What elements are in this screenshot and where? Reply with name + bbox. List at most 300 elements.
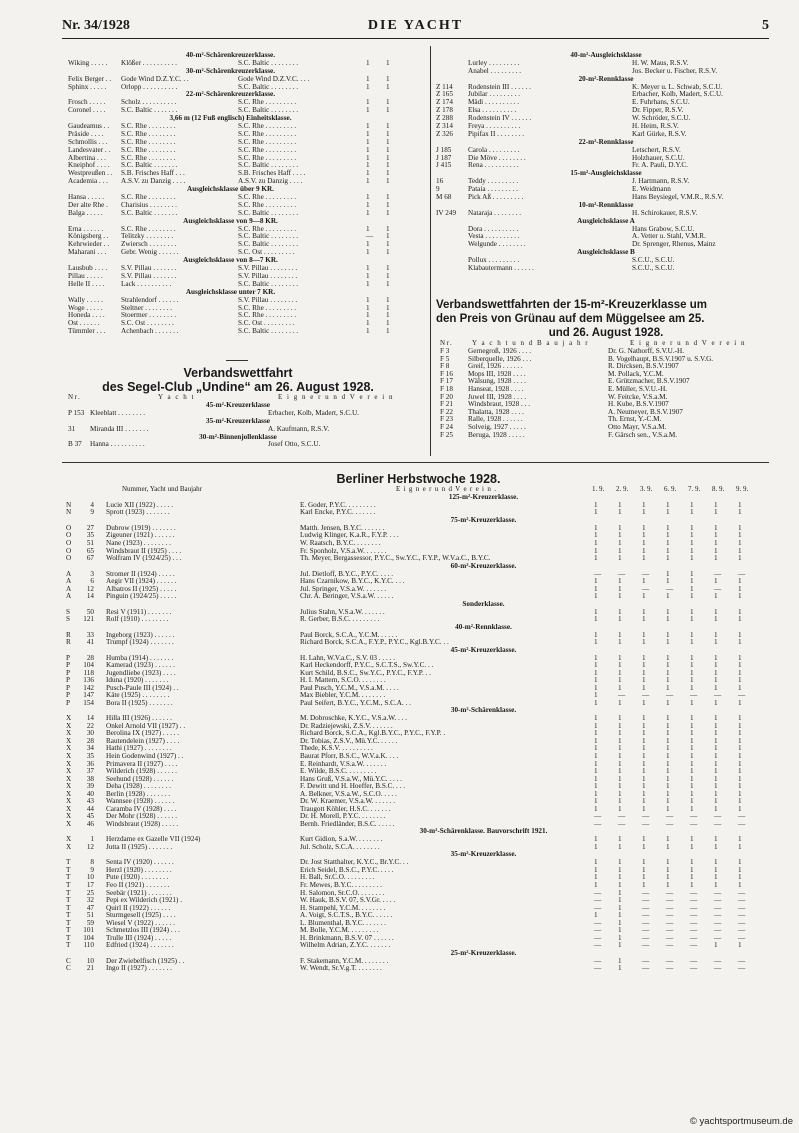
- sail-number: 28: [86, 653, 94, 662]
- result-1: 1: [366, 122, 370, 131]
- result-1: 1: [366, 137, 370, 146]
- yacht-name: Teddy . . . . . . . . .: [468, 177, 519, 186]
- race-result: 1: [738, 797, 742, 806]
- race-result: —: [642, 903, 650, 912]
- race-result: 1: [738, 941, 742, 950]
- result-row: [68, 328, 393, 336]
- sail-number: 121: [83, 615, 94, 624]
- owner-club: Erich Seidel, B.S.C., P.Y.C. . . . .: [300, 865, 394, 874]
- race-result: —: [738, 903, 746, 912]
- result-row: [68, 76, 393, 84]
- race-date: 3. 9.: [640, 485, 653, 493]
- watermark: © yachtsportmuseum.de: [689, 1116, 793, 1127]
- sail-number: F 20: [440, 392, 453, 401]
- owner: S.C. Rhe . . . . . . . .: [121, 153, 176, 162]
- entry-row: [66, 616, 771, 624]
- race-result: —: [690, 926, 698, 935]
- club: S.C. Rhe . . . . . . . . .: [238, 153, 297, 162]
- race-result: 1: [690, 804, 694, 813]
- result-row: [68, 178, 393, 186]
- owner: Charisius . . . . . . . .: [121, 200, 177, 209]
- yacht-name: Seehund (1928) . . . . . .: [106, 774, 174, 783]
- class-heading: 40-m²-Ausgleichsklasse: [570, 51, 642, 59]
- entry-row: [66, 844, 771, 852]
- col-nr: Nr.: [68, 393, 82, 401]
- undine-title-2: des Segel-Club „Undine“ am 26. August 1928.: [102, 380, 374, 394]
- page-number: 5: [762, 18, 769, 33]
- race-result: —: [642, 584, 650, 593]
- owner-club: H. Brinkmann, B.S.V. 07 . . . . . .: [300, 933, 394, 942]
- race-result: 1: [618, 592, 622, 601]
- race-result: 1: [666, 577, 670, 586]
- race-result: 1: [642, 714, 646, 723]
- race-result: 1: [618, 638, 622, 647]
- race-result: —: [714, 918, 722, 927]
- owner-club: Fr. Mewes, B.Y.C. . . . . . . . .: [300, 880, 382, 889]
- race-result: 1: [738, 668, 742, 677]
- race-result: —: [618, 691, 626, 700]
- race-result: 1: [642, 789, 646, 798]
- owner-club: Erbacher, Kolb, Madert, S.C.U.: [268, 408, 359, 417]
- owner-club: H. Schirokauer, R.S.V.: [632, 208, 698, 217]
- yacht-name: Thalatta, 1928 . . . .: [468, 407, 524, 416]
- yacht-name: Wolfram IV (1924/25) . . .: [106, 554, 182, 563]
- owner: S.C. Rhe . . . . . . . .: [121, 145, 176, 154]
- owner-club: E. Fuhrhans, S.C.U.: [632, 98, 690, 107]
- sail-number: 51: [86, 911, 94, 920]
- owner-club: W. Hauk, B.S.V. 07, S.V.Gr. . . . .: [300, 896, 396, 905]
- result-1: 1: [366, 193, 370, 202]
- race-result: 1: [666, 538, 670, 547]
- issue-number: Nr. 34/1928: [62, 18, 130, 33]
- race-result: 1: [618, 858, 622, 867]
- class-letter: S: [66, 607, 70, 616]
- class-letter: C: [66, 964, 71, 973]
- race-result: —: [714, 903, 722, 912]
- class-letter: X: [66, 819, 72, 828]
- sail-number: 12: [86, 842, 94, 851]
- yacht-name: Ost . . . . . .: [68, 319, 100, 328]
- owner: A.S.V. zu Danzig . . . .: [121, 177, 186, 186]
- race-result: 1: [618, 554, 622, 563]
- race-result: 1: [738, 584, 742, 593]
- result-1: 1: [366, 200, 370, 209]
- owner: Zwiersch . . . . . . . .: [121, 240, 177, 249]
- race-result: —: [738, 918, 746, 927]
- yacht-name: Resi V (1911) . . . . . . .: [106, 607, 172, 616]
- sail-number: 46: [86, 819, 94, 828]
- yacht-name: Quirl II (1922) . . . . . .: [106, 903, 171, 912]
- race-result: 1: [642, 804, 646, 813]
- result-row: [68, 210, 393, 218]
- club: S.C. Rhe . . . . . . . . .: [238, 224, 297, 233]
- race-result: 1: [714, 546, 718, 555]
- class-letter: P: [66, 683, 70, 692]
- race-result: 1: [642, 508, 646, 517]
- class-letter: T: [66, 888, 71, 897]
- yacht-name: Nataraja . . . . . . . .: [468, 208, 522, 217]
- result-row: [68, 139, 393, 147]
- owner-club: A. Belkner, V.S.a.W., S.C.O. . . . .: [300, 789, 397, 798]
- owner-club: L. Blumenthal, B.Y.C. . . . . . .: [300, 918, 386, 927]
- race-result: —: [738, 896, 746, 905]
- owner-club: Baurat Pforr, B.S.C., W.V.a.K. . . .: [300, 752, 399, 760]
- yacht-name: Trumpf (1924) . . . . . . .: [106, 638, 174, 647]
- result-2: 1: [386, 232, 390, 241]
- race-result: —: [642, 926, 650, 935]
- race-result: 1: [714, 698, 718, 707]
- race-result: —: [738, 911, 746, 920]
- race-result: —: [594, 926, 602, 935]
- race-result: 1: [714, 880, 718, 889]
- race-result: 1: [594, 615, 598, 624]
- class-letter: P: [66, 691, 70, 700]
- yacht-name: Wiking . . . . .: [68, 58, 108, 67]
- owner: S.B. Frisches Haff . . .: [121, 169, 185, 178]
- result-row: [68, 170, 393, 178]
- result-1: 1: [366, 145, 370, 154]
- owner-club: R. Dircksen, B.S.V.1907: [608, 362, 679, 371]
- club: S.C. Rhe . . . . . . . . .: [238, 193, 297, 202]
- race-result: —: [714, 812, 722, 821]
- result-row: [68, 107, 393, 115]
- sail-number: 34: [86, 744, 94, 753]
- race-result: 1: [594, 691, 598, 700]
- yacht-name: Käte (1925) . . . . . . . .: [106, 691, 170, 700]
- sail-number: 50: [86, 607, 94, 616]
- class-letter: N: [66, 508, 72, 517]
- owner-club: A. Vetter u. Stahl, V.M.R.: [632, 232, 706, 241]
- result-2: 1: [386, 169, 390, 178]
- sail-number: P 153: [68, 408, 85, 417]
- sail-number: 41: [86, 638, 94, 647]
- race-result: 1: [666, 752, 670, 760]
- result-2: 1: [386, 129, 390, 138]
- owner-club: E. Wilde, B.S.C. . . . . . . . .: [300, 767, 377, 776]
- col-yacht: Y a c h t u n d B a u j a h r: [472, 339, 590, 347]
- yacht-name: Gernegroß, 1926 . . . .: [468, 347, 532, 355]
- entry-row: [66, 555, 771, 563]
- race-result: —: [666, 911, 674, 920]
- result-row: [68, 162, 393, 170]
- race-result: 1: [714, 858, 718, 867]
- race-result: 1: [618, 918, 622, 927]
- sail-number: Z 174: [436, 98, 453, 107]
- yacht-name: Greif, 1926 . . . . . .: [468, 362, 523, 371]
- class-letter: T: [66, 858, 71, 867]
- yacht-name: Albatros II (1925) . . . . .: [106, 584, 177, 593]
- result-2: 1: [386, 248, 390, 257]
- header-rule: [62, 38, 769, 39]
- race-result: —: [642, 911, 650, 920]
- class-letter: O: [66, 531, 72, 540]
- sail-number: 154: [83, 698, 94, 707]
- race-result: 1: [594, 607, 598, 616]
- race-result: 1: [642, 835, 646, 844]
- sail-number: 104: [83, 933, 94, 942]
- race-result: —: [666, 933, 674, 942]
- entry-row: [436, 131, 776, 139]
- owner-club: Fr. A. Pauli, D.Y.C.: [632, 161, 688, 170]
- race-result: 1: [666, 668, 670, 677]
- col-yacht: Nummer, Yacht und Baujahr: [122, 485, 203, 493]
- sail-number: 10: [86, 873, 94, 882]
- result-1: 1: [366, 271, 370, 280]
- sail-number: 22: [86, 721, 94, 730]
- result-row: [68, 305, 393, 313]
- race-result: 1: [714, 653, 718, 662]
- race-result: —: [642, 964, 650, 973]
- yacht-name: Beruga, 1928 . . . . .: [468, 430, 525, 439]
- race-result: 1: [738, 538, 742, 547]
- column-divider: [430, 46, 431, 456]
- race-result: 1: [618, 767, 622, 776]
- owner-club: Holzhauer, S.C.U.: [632, 153, 685, 162]
- class-letter: X: [66, 759, 72, 768]
- race-result: 1: [642, 668, 646, 677]
- sail-number: F 8: [440, 362, 450, 371]
- class-letter: T: [66, 918, 71, 927]
- yacht-name: Pepi ex Wilderich (1921) .: [106, 896, 183, 905]
- owner-club: Otto Mayr, V.S.a.M.: [608, 422, 667, 431]
- club: S.C. Rhe . . . . . . . . .: [238, 311, 297, 320]
- entry-row: [436, 68, 776, 76]
- race-result: 1: [642, 782, 646, 791]
- class-letter: X: [66, 767, 72, 776]
- race-result: —: [666, 903, 674, 912]
- race-result: 1: [738, 842, 742, 851]
- race-result: 1: [738, 500, 742, 509]
- top-left-results: [68, 52, 393, 336]
- yacht-name: Klabautermann . . . . . .: [468, 264, 534, 273]
- race-date: 7. 9.: [688, 485, 701, 493]
- race-result: 1: [618, 729, 622, 738]
- class-letter: T: [66, 926, 71, 935]
- yacht-name: Präside . . . .: [68, 129, 104, 138]
- race-result: 1: [666, 759, 670, 768]
- class-heading: 125-m²-Kreuzerklasse.: [448, 493, 519, 501]
- race-result: 1: [618, 523, 622, 532]
- race-result: 1: [618, 584, 622, 593]
- race-result: 1: [642, 858, 646, 867]
- yacht-name: Herzl (1920) . . . . . . . .: [106, 865, 172, 874]
- race-result: —: [690, 812, 698, 821]
- owner-club: Thede, K.S.V. . . . . . . . . .: [300, 744, 373, 753]
- race-result: 1: [594, 911, 598, 920]
- club: S.C. Rhe . . . . . . . . .: [238, 145, 297, 154]
- yacht-name: Primavera II (1927) . . . .: [106, 759, 178, 768]
- result-1: 1: [366, 303, 370, 312]
- race-result: —: [690, 933, 698, 942]
- yacht-name: Jubilar . . . . . . . . .: [468, 90, 520, 99]
- owner-club: Kurt Gidion, S.a.W. . . . . . . .: [300, 835, 383, 844]
- class-letter: O: [66, 554, 72, 563]
- race-result: 1: [594, 676, 598, 685]
- race-result: 1: [738, 698, 742, 707]
- yacht-name: Honeda . . . .: [68, 311, 105, 320]
- race-result: 1: [738, 615, 742, 624]
- race-result: 1: [666, 569, 670, 578]
- race-result: 1: [690, 508, 694, 517]
- owner: Gode Wind D.Z.Y.C. . .: [121, 74, 189, 83]
- race-result: 1: [738, 759, 742, 768]
- result-1: 1: [366, 129, 370, 138]
- owner-club: Jos. Becker u. Fischer, R.S.V.: [632, 66, 718, 75]
- race-result: 1: [714, 531, 718, 540]
- owner-club: F. Dewitt und H. Hoeffer, B.S.C. . . .: [300, 782, 406, 791]
- yacht-name: Onkel Arnold VII (1927) . .: [106, 721, 186, 730]
- yacht-name: Wilderich (1928) . . . . . .: [106, 767, 177, 776]
- club: S.C. Baltic . . . . . . . .: [238, 208, 299, 217]
- race-result: 1: [642, 500, 646, 509]
- result-row: [68, 249, 393, 257]
- sail-number: 47: [86, 903, 94, 912]
- undine-regatta: [68, 360, 408, 449]
- entry-row: [66, 593, 771, 601]
- yacht-name: Gaudeamus . .: [68, 122, 110, 131]
- owner-club: Max Biebler, Y.C.M. . . . . . . .: [300, 691, 386, 700]
- race-result: 1: [738, 736, 742, 745]
- class-letter: X: [66, 842, 72, 851]
- class-letter: X: [66, 789, 72, 798]
- owner-club: E. Goder, P.Y.C. . . . . . . . .: [300, 500, 376, 509]
- club: S.C. Baltic . . . . . . . .: [238, 106, 299, 115]
- race-result: 1: [594, 592, 598, 601]
- owner-club: J. Hartmann, R.S.V.: [632, 177, 690, 186]
- yacht-name: Academia . . .: [68, 177, 108, 186]
- yacht-name: Pillau . . . . .: [68, 271, 103, 280]
- owner: Gebr. Wenig . . . . . .: [121, 248, 179, 257]
- race-result: 1: [642, 607, 646, 616]
- race-result: 1: [594, 508, 598, 517]
- race-result: 1: [642, 873, 646, 882]
- race-result: 1: [666, 607, 670, 616]
- race-result: 1: [714, 941, 718, 950]
- entry-row: [436, 432, 776, 440]
- sail-number: 6: [90, 577, 94, 586]
- race-result: 1: [690, 554, 694, 563]
- race-result: 1: [618, 933, 622, 942]
- race-result: 1: [738, 714, 742, 723]
- class-letter: X: [66, 729, 72, 738]
- race-result: 1: [690, 661, 694, 670]
- sail-number: F 24: [440, 422, 453, 431]
- race-result: —: [690, 941, 698, 950]
- sail-number: Z 326: [436, 129, 453, 138]
- club: S.C. Rhe . . . . . . . . .: [238, 129, 297, 138]
- race-result: 1: [666, 797, 670, 806]
- owner-club: Th. Ernst, Y.-C.M.: [608, 415, 662, 424]
- race-result: 1: [690, 858, 694, 867]
- race-result: 1: [690, 752, 694, 760]
- race-result: 1: [642, 880, 646, 889]
- race-result: 1: [594, 538, 598, 547]
- race-result: 1: [738, 607, 742, 616]
- yacht-name: Berlin (1928) . . . . . . .: [106, 789, 171, 798]
- class-letter: R: [66, 630, 71, 639]
- race-result: 1: [594, 546, 598, 555]
- gruenau-title-3: und 26. August 1928.: [548, 327, 664, 339]
- result-1: 1: [366, 82, 370, 91]
- sail-number: 9: [436, 185, 440, 194]
- race-result: —: [618, 569, 626, 578]
- race-result: 1: [738, 721, 742, 730]
- class-letter: T: [66, 911, 71, 920]
- race-result: 1: [618, 797, 622, 806]
- yacht-name: Westpreußen . .: [68, 169, 113, 178]
- yacht-name: Humba (1914) . . . . . . .: [106, 653, 174, 662]
- yacht-name: Ingo II (1927) . . . . . . .: [106, 964, 172, 973]
- race-result: 1: [642, 523, 646, 532]
- yacht-name: Anabel . . . . . . . . .: [468, 66, 522, 75]
- race-result: —: [690, 888, 698, 897]
- yacht-name: Lausbub . . . .: [68, 264, 108, 273]
- entry-row: [66, 509, 771, 517]
- class-heading: 3,66 m (12 Fuß englisch) Einheitsklasse.: [169, 114, 292, 123]
- yacht-name: Iduna (1920) . . . . . . .: [106, 676, 169, 685]
- sail-number: Z 288: [436, 114, 453, 123]
- race-result: 1: [714, 554, 718, 563]
- result-1: 1: [366, 161, 370, 170]
- race-result: 1: [618, 752, 622, 760]
- race-result: 1: [594, 554, 598, 563]
- race-result: 1: [738, 592, 742, 601]
- race-result: —: [738, 956, 746, 965]
- sail-number: 14: [86, 714, 94, 723]
- yacht-name: Freya . . . . . . . . . .: [468, 122, 521, 131]
- race-result: 1: [690, 789, 694, 798]
- yacht-name: Sturmgesell (1925) . . . .: [106, 911, 176, 920]
- yacht-name: Woge . . . . .: [68, 303, 103, 312]
- owner-club: Dr. W. Kraemer, V.S.a.W. . . . . . .: [300, 797, 396, 806]
- class-letter: P: [66, 653, 70, 662]
- yacht-name: Schmetzlos III (1924) . . .: [106, 926, 180, 935]
- result-row: [68, 99, 393, 107]
- entry-row: [436, 210, 776, 218]
- race-result: 1: [618, 714, 622, 723]
- owner: Orlopp . . . . . . . . . .: [121, 82, 178, 91]
- sail-number: F 25: [440, 430, 453, 439]
- race-result: 1: [690, 835, 694, 844]
- club: S.C. Baltic . . . . . . . .: [238, 327, 299, 336]
- owner-club: Ludwig Klinger, K.a.R., F.Y.P. . . .: [300, 531, 399, 540]
- yacht-name: Windsbraut, 1928 . . .: [468, 400, 530, 409]
- yacht-name: Jutta II (1925) . . . . . . .: [106, 842, 173, 851]
- race-result: 1: [594, 729, 598, 738]
- result-row: [68, 297, 393, 305]
- race-result: 1: [642, 865, 646, 874]
- race-result: 1: [618, 676, 622, 685]
- owner: Strahlendorf . . . . . .: [121, 295, 179, 304]
- class-heading: 15-m²-Ausgleichsklasse: [570, 169, 642, 178]
- race-result: 1: [690, 683, 694, 692]
- yacht-name: Der Mohr (1928) . . . . . .: [106, 812, 178, 821]
- race-result: —: [666, 926, 674, 935]
- sail-number: 35: [86, 531, 94, 540]
- club: S.V. Pillau . . . . . . . .: [238, 271, 298, 280]
- yacht-name: Mops III, 1928 . . . .: [468, 369, 526, 378]
- berliner-herbstwoche: [66, 472, 771, 973]
- race-result: 1: [618, 630, 622, 639]
- result-2: 1: [386, 106, 390, 115]
- result-row: [68, 155, 393, 163]
- race-result: 1: [618, 668, 622, 677]
- race-result: 1: [594, 767, 598, 776]
- owner-club: Dr. Fipper, R.S.V.: [632, 106, 684, 115]
- race-result: —: [642, 812, 650, 821]
- race-result: —: [642, 918, 650, 927]
- race-result: —: [714, 888, 722, 897]
